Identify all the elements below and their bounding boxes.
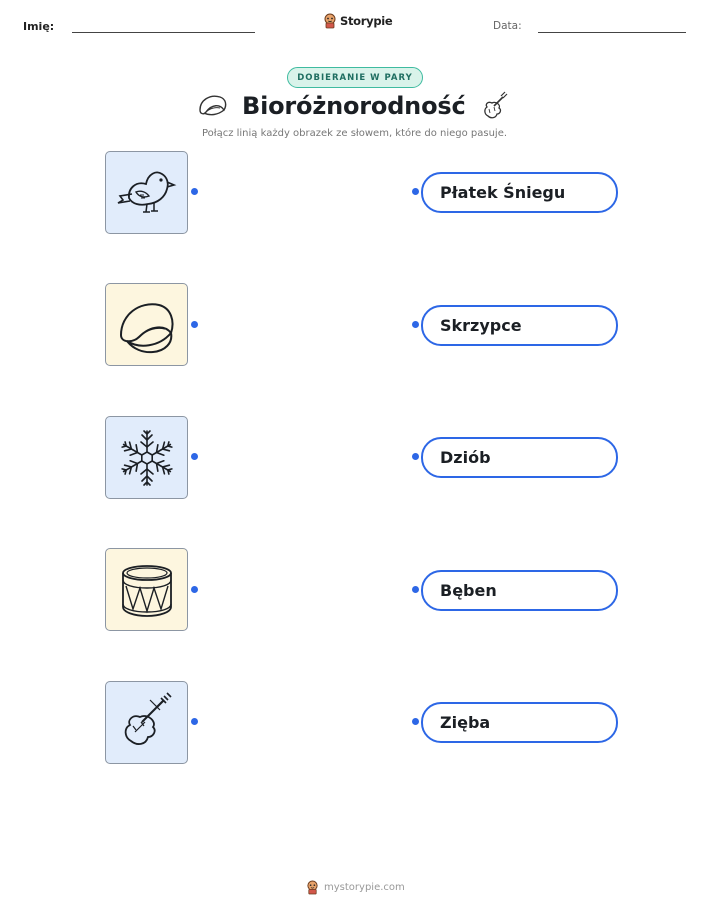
brand-logo (323, 13, 392, 29)
connect-dot-right-1[interactable] (412, 188, 419, 195)
connect-dot-right-5[interactable] (412, 718, 419, 725)
picture-card-3[interactable] (105, 416, 188, 499)
page-title: Bioróżnorodność (242, 92, 466, 120)
word-option-3[interactable]: Dziób (421, 437, 618, 478)
connect-dot-right-3[interactable] (412, 453, 419, 460)
pie-mascot-icon (323, 13, 337, 29)
beak-icon (113, 291, 181, 359)
connect-dot-right-4[interactable] (412, 586, 419, 593)
bird-icon (114, 160, 180, 226)
footer-url: mystorypie.com (324, 882, 405, 893)
violin-icon (116, 690, 178, 756)
connect-dot-right-2[interactable] (412, 321, 419, 328)
connect-dot-left-3[interactable] (191, 453, 198, 460)
name-label: Imię: (23, 20, 55, 33)
date-label: Data: (493, 20, 522, 32)
snowflake-icon (116, 427, 178, 489)
brand-name: Storypie (340, 14, 393, 28)
word-option-5[interactable]: Zięba (421, 702, 618, 743)
name-field[interactable] (72, 32, 255, 33)
connect-dot-left-5[interactable] (191, 718, 198, 725)
picture-card-5[interactable] (105, 681, 188, 764)
date-field[interactable] (538, 32, 686, 33)
picture-card-1[interactable] (105, 151, 188, 234)
instruction-text: Połącz linią każdy obrazek ze słowem, które do niego pasuje. (201, 128, 508, 139)
activity-type-badge: DOBIERANIE W PARY (287, 67, 423, 88)
connect-dot-left-1[interactable] (191, 188, 198, 195)
connect-dot-left-4[interactable] (191, 586, 198, 593)
word-option-2[interactable]: Skrzypce (421, 305, 618, 346)
connect-dot-left-2[interactable] (191, 321, 198, 328)
beak-icon (196, 92, 228, 120)
drum-icon (116, 559, 178, 621)
pie-mascot-icon (306, 880, 319, 895)
word-option-1[interactable]: Płatek Śniegu (421, 172, 618, 213)
footer (306, 880, 405, 895)
picture-card-2[interactable] (105, 283, 188, 366)
violin-icon (481, 89, 511, 123)
word-option-4[interactable]: Bęben (421, 570, 618, 611)
picture-card-4[interactable] (105, 548, 188, 631)
